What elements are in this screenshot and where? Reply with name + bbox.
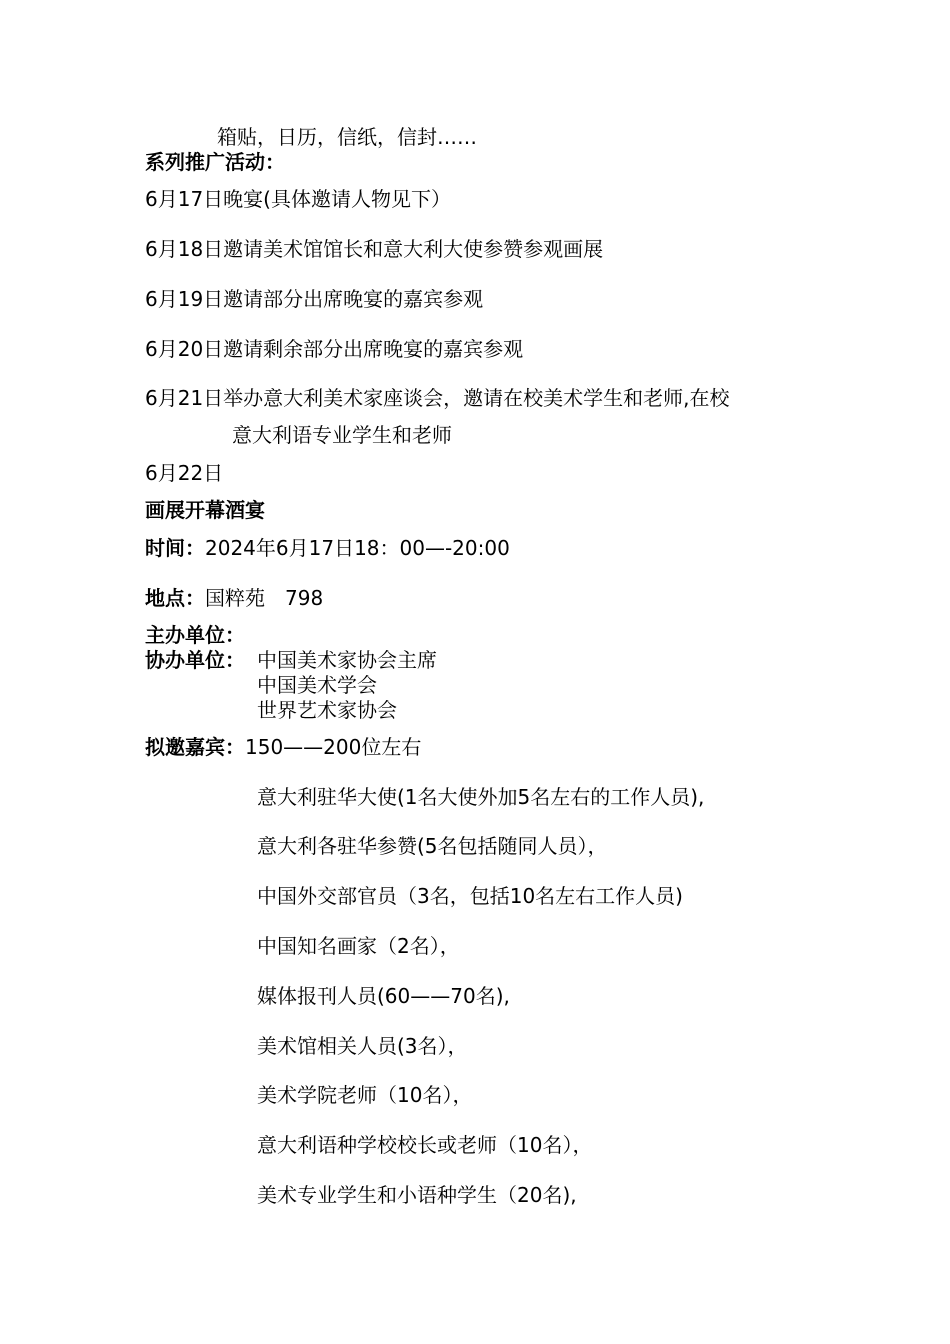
promo-event: 6月19日邀请部分出席晚宴的嘉宾参观	[145, 287, 484, 311]
place-label: 地点：	[145, 586, 205, 610]
guest-item: 美术馆相关人员(3名），	[257, 1034, 468, 1058]
host-label: 主办单位：	[145, 623, 245, 647]
promo-event: 6月17日晚宴(具体邀请人物见下）	[145, 187, 451, 211]
promo-event: 6月21日举办意大利美术家座谈会，邀请在校美术学生和老师,在校	[145, 386, 730, 410]
guests-count: 150——200位左右	[245, 735, 422, 759]
banquet-title: 画展开幕酒宴	[145, 498, 265, 522]
guest-item: 意大利语种学校校长或老师（10名），	[257, 1133, 593, 1157]
guest-item: 美术学院老师（10名），	[257, 1083, 473, 1107]
guest-item: 美术专业学生和小语种学生（20名),	[257, 1183, 577, 1207]
guest-item: 中国知名画家（2名），	[257, 934, 460, 958]
time-value: 2024年6月17日18：00—-20:00	[205, 536, 510, 560]
promo-event-continuation: 意大利语专业学生和老师	[232, 423, 452, 447]
guests-label: 拟邀嘉宾：	[145, 735, 245, 759]
time-label: 时间：	[145, 536, 205, 560]
guests-summary	[145, 734, 421, 760]
co-org: 世界艺术家协会	[257, 698, 397, 722]
promo-event: 6月18日邀请美术馆馆长和意大利大使参赞参观画展	[145, 237, 604, 261]
stationery-line: 箱贴，日历，信纸，信封……	[217, 125, 477, 149]
banquet-time	[145, 535, 510, 561]
guest-item: 媒体报刊人员(60——70名),	[257, 984, 510, 1008]
banquet-place	[145, 585, 323, 611]
promo-heading: 系列推广活动：	[145, 150, 285, 174]
co-label: 协办单位：	[145, 648, 245, 672]
co-org: 中国美术学会	[257, 673, 377, 697]
co-org: 中国美术家协会主席	[257, 648, 437, 672]
guest-item: 意大利驻华大使(1名大使外加5名左右的工作人员),	[257, 785, 705, 809]
guest-item: 中国外交部官员（3名，包括10名左右工作人员)	[257, 884, 683, 908]
guest-item: 意大利各驻华参赞(5名包括随同人员），	[257, 834, 608, 858]
promo-event: 6月20日邀请剩余部分出席晚宴的嘉宾参观	[145, 337, 524, 361]
place-value: 国粹苑 798	[205, 586, 324, 610]
promo-event: 6月22日	[145, 461, 224, 485]
